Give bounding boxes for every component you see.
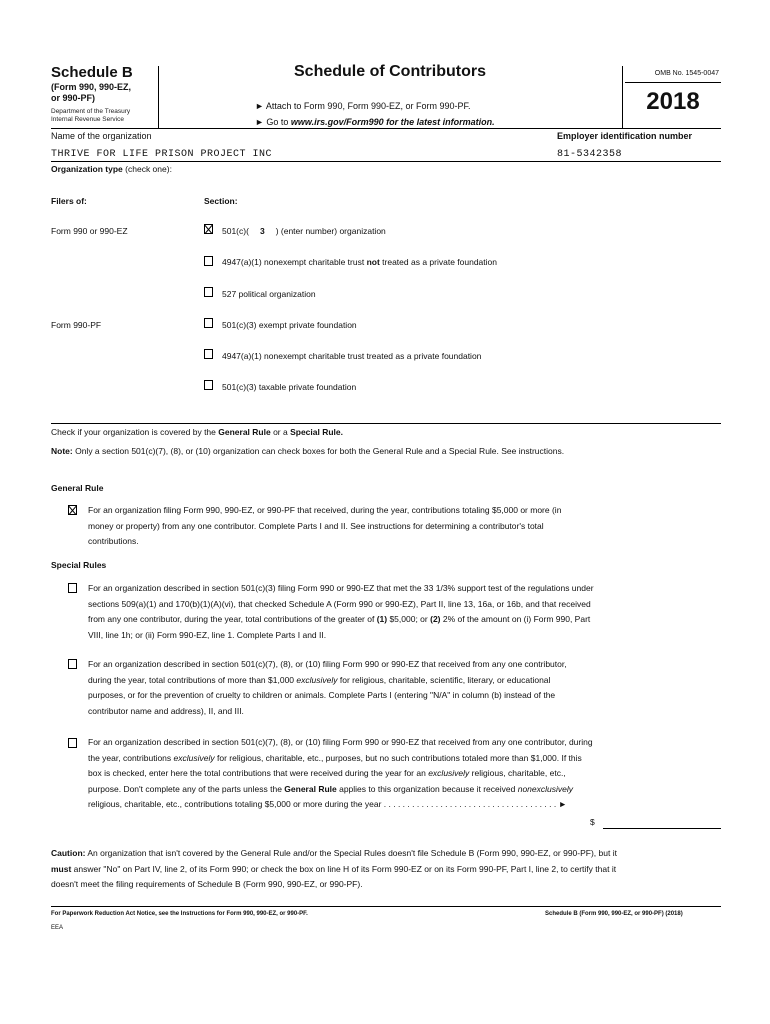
page-title: Schedule of Contributors	[294, 63, 486, 80]
section-rule	[51, 423, 721, 424]
checkbox-special-rule-2[interactable]	[68, 659, 77, 669]
footer-eea: EEA	[51, 925, 64, 931]
option-4947-nonexempt	[222, 257, 497, 267]
caution-a: An organization that isn't covered by the General Rule and/or the Special Rules doesn't file Schedule B (Form 990, 990-EZ, or 990-PF), but it	[85, 848, 617, 858]
header-rule	[51, 128, 721, 129]
checkbox-501c[interactable]	[204, 224, 213, 234]
option-501c-number[interactable]: 3	[259, 226, 265, 236]
checkbox-501c3-exempt-pf[interactable]	[204, 318, 213, 328]
special3-h: nonexclusively	[517, 783, 573, 794]
org-name-rule	[51, 161, 721, 162]
special2-b: exclusively	[296, 674, 338, 685]
special3-d: exclusively	[428, 768, 470, 778]
attach-instruction: ► Attach to Form 990, Form 990-EZ, or Form 990-PF.	[255, 101, 471, 111]
org-name-label: Name of the organization	[51, 131, 152, 141]
general-rule-text: For an organization filing Form 990, 990-EZ, or 990-PF that received, during the year, contributions totaling $5,000 or more (in money or property) from any one contributor. Complete Parts I and II. See instructions for determining a contributor's total contributions.	[88, 505, 562, 546]
option-527: 527 political organization	[222, 289, 316, 299]
rules-intro-special: Special Rule.	[290, 427, 343, 437]
special-rules-heading: Special Rules	[51, 560, 107, 570]
form-990-label: Form 990 or 990-EZ	[51, 226, 128, 236]
special1-e: 2% of the amount on (i) Form 990, Part VIII, line 1h; or (ii) Form 990-EZ, line 1. Complete Parts I and II.	[88, 614, 591, 640]
department-line1: Department of the Treasury	[51, 108, 131, 115]
option-4947-not: not	[366, 257, 380, 267]
special3-a: For an organization described in section 501(c)(7), (8), or (10) filing Form 990 or 990-EZ that received from any one contributor, during the year, contributions	[88, 737, 593, 763]
rules-intro-text: Check if your organization is covered by the	[51, 427, 219, 437]
org-type-label	[51, 164, 172, 174]
special1-a: For an organization described in section 501(c)(3) filing Form 990 or 990-EZ that met the 33 1/3% support test of the regulations under sections 509(a)(1) and 170(b)(1)(A)(vi), that checked Schedule A (Form 990 or 990-EZ), Part II, line 13, 16a, or 16b, and that received from any one contributor, during the year, total contributions of the greater of	[88, 583, 594, 624]
special1-b: (1)	[376, 614, 388, 624]
ein-field[interactable]: 81-5342358	[557, 149, 623, 160]
checkbox-527[interactable]	[204, 287, 213, 297]
total-contributions-field[interactable]	[603, 828, 721, 829]
general-rule-heading: General Rule	[51, 483, 104, 493]
omb-number: OMB No. 1545-0047	[654, 70, 719, 77]
special3-f: General Rule	[284, 783, 337, 794]
option-501c	[222, 226, 386, 236]
rules-intro-or: or a	[270, 427, 291, 437]
special1-c: $5,000; or	[387, 614, 431, 624]
caution-text	[51, 846, 626, 893]
special-rule-2-text	[88, 657, 588, 719]
checkbox-special-rule-1[interactable]	[68, 583, 77, 593]
rules-note	[51, 445, 591, 457]
footer-paperwork-notice: For Paperwork Reduction Act Notice, see the Instructions for Form 990, 990-EZ, or 990-PF.	[51, 911, 308, 917]
header-divider-right	[622, 66, 623, 128]
rules-intro	[51, 425, 721, 441]
filers-of-label: Filers of:	[51, 196, 87, 206]
option-4947-text: 4947(a)(1) nonexempt charitable trust	[222, 257, 367, 267]
special3-c: for religious, charitable, etc., purposes, but no such contributions totaled more than $1,000. If this box is checked, enter here the total contributions that were received during the year for an	[88, 752, 582, 778]
caution-b: answer "No" on Part IV, line 2, of its Form 990; or check the box on line H of its Form 990-EZ or on its Form 990-PF, Part I, line 2, to certify that it doesn't meet the filing requirements of Schedule B (Form 990, 990-EZ, or 990-PF).	[51, 863, 617, 889]
option-4947-pf: 4947(a)(1) nonexempt charitable trust treated as a private foundation	[222, 351, 482, 361]
schedule-forms	[51, 82, 131, 104]
special2-a: For an organization described in section 501(c)(7), (8), or (10) filing Form 990 or 990-EZ that received from any one contributor, during the year, total contributions of more than $1,000	[88, 659, 567, 685]
irs-link[interactable]: www.irs.gov/Form990 for the latest information.	[290, 117, 495, 127]
special3-leader: . . . . . . . . . . . . . . . . . . . . . . . . . . . . . . . . . . . . . ►	[381, 799, 567, 809]
department-line2: Internal Revenue Service	[51, 116, 124, 123]
footer-schedule-id: Schedule B (Form 990, 990-EZ, or 990-PF) (2018)	[545, 911, 683, 917]
schedule-forms-line1: (Form 990, 990-EZ,	[51, 82, 132, 92]
special3-b: exclusively	[173, 752, 215, 763]
schedule-forms-line2: or 990-PF)	[51, 93, 96, 103]
goto-prefix: ► Go to	[255, 117, 291, 127]
section-label: Section:	[204, 196, 238, 206]
form-990pf-label: Form 990-PF	[51, 320, 102, 330]
option-501c-pre: 501(c)(	[222, 226, 249, 236]
schedule-label: Schedule B	[51, 64, 133, 81]
special3-e: religious, charitable, etc., purpose. Don't complete any of the parts unless the	[88, 768, 566, 794]
option-501c-post: ) (enter number) organization	[275, 226, 386, 236]
dollar-sign: $	[590, 817, 595, 827]
note-text: Only a section 501(c)(7), (8), or (10) organization can check boxes for both the General Rule and a Special Rule. See instructions.	[72, 446, 565, 456]
org-type-title: Organization type	[51, 164, 123, 174]
special1-d: (2)	[430, 614, 441, 624]
special2-c: for religious, charitable, scientific, literary, or educational purposes, or for the prevention of cruelty to children or animals. Complete Parts I (entering "N/A" in column (b) instead of the contributor name and address), II, and III.	[88, 674, 556, 716]
department	[51, 108, 130, 124]
option-4947-post: treated as a private foundation	[379, 257, 497, 267]
option-501c3-exempt-pf: 501(c)(3) exempt private foundation	[222, 320, 357, 330]
caution-label: Caution:	[51, 848, 86, 858]
checkbox-4947-nonexempt[interactable]	[204, 256, 213, 266]
tax-year: 2018	[646, 88, 700, 115]
note-label: Note:	[51, 446, 73, 456]
header-divider-left	[158, 66, 159, 128]
checkbox-4947-pf[interactable]	[204, 349, 213, 359]
footer-rule	[51, 906, 721, 907]
special3-i: religious, charitable, etc., contributions totaling $5,000 or more during the year	[88, 799, 382, 809]
option-501c3-taxable-pf: 501(c)(3) taxable private foundation	[222, 382, 357, 392]
checkbox-general-rule[interactable]	[68, 505, 77, 515]
omb-divider	[625, 82, 721, 83]
special-rule-1-text	[88, 581, 598, 643]
checkbox-special-rule-3[interactable]	[68, 738, 77, 748]
caution-must: must	[51, 863, 72, 874]
special3-g: applies to this organization because it received	[336, 783, 518, 794]
special-rule-3-text	[88, 735, 593, 813]
goto-instruction	[255, 117, 495, 127]
checkbox-501c3-taxable-pf[interactable]	[204, 380, 213, 390]
rules-intro-general: General Rule	[218, 427, 271, 437]
ein-label: Employer identification number	[557, 131, 693, 141]
org-type-hint: (check one):	[122, 164, 172, 174]
org-name-field[interactable]: THRIVE FOR LIFE PRISON PROJECT INC	[51, 149, 273, 160]
